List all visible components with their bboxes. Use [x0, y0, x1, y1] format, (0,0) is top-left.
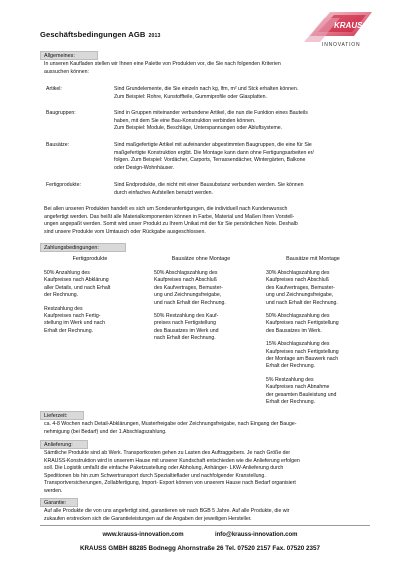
definition-line: folgen. Zum Beispiel: Vordächer, Carports, Terrassendächer, Wintergärten, Balkone	[114, 157, 306, 164]
payment-line: ung und Zeichnungsfreigabe,	[154, 292, 222, 299]
payment-line: Erhalt der Rechnung.	[266, 399, 316, 406]
page-title	[40, 30, 160, 39]
payment-column-heading: Fertigprodukte	[72, 256, 108, 262]
definition-line: Sind maßgefertigte Artikel mit aufeinander abgestimmten Baugruppen, die eine für Sie	[114, 142, 312, 148]
paragraph-line: angefertigt werden. Das heißt alle Materialkomponenten können in Farbe, Material und Maßen Ihren Vorstell-	[44, 213, 295, 220]
payment-line: des Bausatzes im Werk.	[266, 327, 322, 334]
payment-line: der Montage am Bauwerk nach	[266, 356, 339, 363]
definition-line: Zum Beispiel: Rohre, Kunstoffteile, Gummiprofile oder Glasplatten.	[114, 93, 268, 100]
payment-line: der gesamten Bauleistung und	[266, 391, 337, 398]
payment-line: Kaufpreises nach Fertig-	[44, 313, 101, 320]
payment-line: des Kaufvertrages, Bemuster-	[154, 284, 223, 291]
svg-text:KRAUSS: KRAUSS	[334, 21, 368, 30]
payment-line: und nach Erhalt der Rechnung.	[266, 299, 338, 306]
section-header-garantie: Garantie:	[40, 498, 78, 507]
intro-line: aussuchen können:	[44, 68, 89, 75]
garantie-line: Auf alle Produkte die von uns angefertigt sind, garantieren wir nach BGB 5 Jahre. Auf alle Produkte, die wir	[44, 508, 290, 514]
payment-column-bausaetze-ohne-montage	[154, 270, 252, 343]
definition-text-baugruppen	[114, 110, 376, 133]
general-paragraph	[44, 206, 298, 236]
intro-text	[44, 61, 281, 76]
definition-line: Sind in Gruppen miteinander verbundene Artikel, die nun die Funktion eines Bauteils	[114, 110, 308, 116]
title-year: 2013	[148, 33, 161, 39]
anlieferung-line: Sämtliche Produkte sind ab Werk. Transportkosten gehen zu Lasten des Auftraggebers. Je nach Größe der	[44, 450, 291, 456]
anlieferung-line: Transportversicherungen, Zollabfertigung, Import- Export können von unserem Hause nach Bedarf organisiert	[44, 480, 296, 487]
definition-label-bausaetze: Bausätze:	[46, 142, 70, 148]
payment-line: des Bausatzes im Werk und	[154, 327, 219, 334]
company-address: KRAUSS GMBH 88285 Bodnegg Ahornstraße 26 Tel. 07520 2157 Fax. 07520 2357	[79, 545, 321, 552]
lieferzeit-line: nehmigung (bei Bedarf) und der 1.Abschlagszahlung.	[44, 428, 167, 435]
payment-line: Kaufpreises nach Fertigstellung	[266, 348, 339, 355]
paragraph-line: Bei allen unseren Produkten handelt es sich um Sonderanfertigungen, die individuell nach Kundenwunsch	[44, 206, 288, 212]
footer-contact	[0, 532, 400, 538]
payment-line: Erhalt der Rechnung.	[44, 327, 94, 334]
footer-divider	[40, 525, 370, 526]
lieferzeit-line: ca. 4-8 Wochen nach Detail-Abklärungen, Musterfreigabe oder Zeichnungsfreigabe, nach Eingang der Bauge-	[44, 421, 297, 427]
payment-column-heading: Bausätze ohne Montage	[171, 256, 231, 262]
definition-line: Sind Endprodukte, die nicht mit einer Bausubstanz verbunden werden. Sie können	[114, 182, 304, 188]
section-header-anlieferung: Anlieferung:	[40, 440, 88, 449]
payment-line: Kaufpreises nach Abnahme	[266, 384, 330, 391]
definition-text-artikel	[114, 86, 376, 101]
payment-line: ung und Zeichnungsfreigabe,	[266, 292, 334, 299]
payment-line: Erhalt der Rechnung.	[266, 363, 316, 370]
payment-column-fertigprodukte	[44, 270, 136, 335]
payment-column-heading: Bausätze mit Montage	[286, 256, 340, 262]
payment-line: 5% Restzahlung des	[266, 376, 314, 383]
payment-line: 15% Abschlagszahlung des	[266, 341, 330, 348]
payment-line: 50% Anzahlung des	[44, 270, 90, 276]
definition-line: durch einfaches Aufstellen benutzt werden.	[114, 189, 213, 196]
payment-line: Kaufpreises nach Abschluß	[154, 277, 217, 284]
definition-line: Zum Beispiel: Module, Beschläge, Unterspannungen oder Abluftsysteme.	[114, 125, 283, 132]
garantie-line: zukaufen erstrecken sich die Garantieleistungen auf die Angaben der jeweiligen Hersteller.	[44, 515, 252, 522]
definition-label-baugruppen: Baugruppen:	[46, 110, 76, 116]
definition-label-artikel: Artikel:	[46, 86, 62, 92]
definition-line: Sind Grundelemente, die Sie einzeln nach kg, lfm, m² und Stck erhalten können.	[114, 86, 299, 92]
payment-line: Kaufpreises nach Fertigstellung	[266, 320, 339, 327]
email-link[interactable]: info@krauss-innovation.com	[214, 532, 298, 538]
section-header-lieferzeit: Lieferzeit:	[40, 411, 84, 420]
garantie-text	[44, 508, 289, 523]
definition-label-fertigprodukte: Fertigprodukte:	[46, 182, 81, 188]
anlieferung-line: soll. Die Logistik umfaßt die einfache Paketzustellung oder Abholung, Anhänger- LKW-Anlieferung durch	[44, 465, 284, 472]
definition-line: oder Design-Wohnhäuser.	[114, 164, 175, 171]
lieferzeit-text	[44, 421, 297, 436]
payment-line: 50% Abschlagszahlung des	[154, 270, 218, 276]
payment-line: Restzahlung des	[44, 305, 83, 312]
section-header-zahlungsbedingungen: Zahlungsbedingungen:	[40, 243, 126, 252]
payment-column-bausaetze-mit-montage	[266, 270, 366, 407]
definition-line: maßgefertigte Konstruktion ergibt. Die Montage kann dann ohne Fertigungsarbeiten er/	[114, 149, 314, 156]
payment-line: stellung im Werk und nach	[44, 320, 106, 327]
anlieferung-line: werden.	[44, 487, 63, 494]
payment-line: aller Details, und nach Erhalt	[44, 284, 111, 291]
payment-line: des Kaufvertrages, Bemuster-	[266, 284, 335, 291]
anlieferung-line: KRAUSS-Konstruktion wird in unserem Hause mit unserer Kundschaft entschieden wie die Anlieferung erfolgen	[44, 457, 300, 464]
payment-line: Kaufpreises nach Abschluß	[266, 277, 329, 284]
payment-line: preises nach Fertigstellung	[154, 320, 216, 327]
logo-subtitle: INNOVATION	[322, 42, 361, 48]
paragraph-line: ungen angepaßt werden. Somit wird unser Produkt zu Ihrem Unikat mit der für Sie persönlichen Note. Deshalb	[44, 221, 298, 228]
payment-line: nach Erhalt der Rechnung.	[154, 335, 216, 342]
payment-line: 30% Abschlagszahlung des	[266, 270, 330, 276]
anlieferung-line: Speditionen bis hin zum Schwertransport durch Spezialtieflader und nachfolgender Kranstellung.	[44, 472, 266, 479]
payment-line: 50% Abschlagszahlung des	[266, 313, 330, 320]
payment-line: der Rechnung.	[44, 292, 79, 299]
website-link[interactable]: www.krauss-innovation.com	[102, 532, 184, 538]
anlieferung-text	[44, 450, 300, 496]
payment-line: Kaufpreises nach Abklärung	[44, 277, 109, 284]
payment-line: 50% Restzahlung des Kauf-	[154, 313, 219, 320]
definition-text-fertigprodukte	[114, 182, 376, 197]
title-text: Geschäftsbedingungen AGB	[40, 30, 146, 39]
definition-line: haben, mit dem Sie eine Bau-Konstruktion verbinden können.	[114, 117, 256, 124]
intro-line: In unseren Kaufladen stellen wir Ihnen eine Palette von Produkten vor, die Sie nach folgenden Kriterien	[44, 61, 281, 67]
paragraph-line: sind unsere Produkte vom Umtausch oder Rückgabe ausgeschlossen.	[44, 228, 206, 235]
payment-line: und nach Erhalt der Rechnung.	[154, 299, 226, 306]
section-header-allgemeines: Allgemeines:	[40, 51, 98, 60]
definition-text-bausaetze	[114, 142, 376, 172]
